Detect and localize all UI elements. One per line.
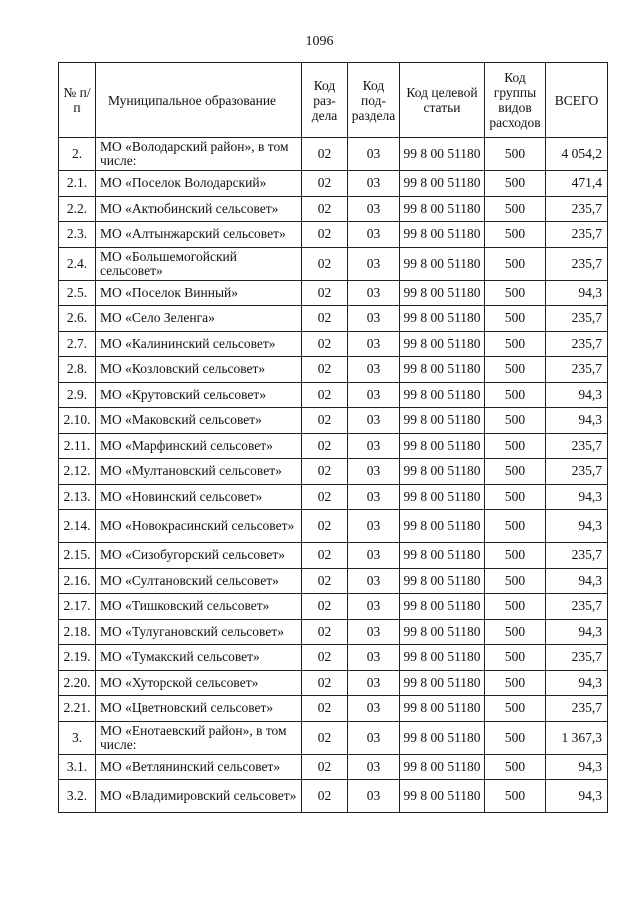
cell-num: 2.21. <box>59 696 96 722</box>
cell-num: 2.17. <box>59 594 96 620</box>
cell-target: 99 8 00 51180 <box>400 196 485 222</box>
header-subsection: Код под-раздела <box>348 63 400 138</box>
cell-group: 500 <box>485 484 546 510</box>
cell-target: 99 8 00 51180 <box>400 459 485 485</box>
cell-group: 500 <box>485 594 546 620</box>
table-row <box>59 543 608 569</box>
cell-total: 94,3 <box>546 484 608 510</box>
table-row <box>59 484 608 510</box>
cell-municipality: МО «Крутовский сельсовет» <box>96 382 302 408</box>
table-row <box>59 510 608 543</box>
cell-group: 500 <box>485 138 546 171</box>
cell-subsection: 03 <box>348 696 400 722</box>
cell-municipality: МО «Алтынжарский сельсовет» <box>96 222 302 248</box>
cell-num: 2.10. <box>59 408 96 434</box>
cell-municipality: МО «Володарский район», в том числе: <box>96 138 302 171</box>
cell-group: 500 <box>485 408 546 434</box>
cell-section: 02 <box>302 619 348 645</box>
cell-group: 500 <box>485 619 546 645</box>
table-row <box>59 331 608 357</box>
cell-num: 3. <box>59 721 96 754</box>
cell-num: 2.5. <box>59 280 96 306</box>
cell-total: 94,3 <box>546 670 608 696</box>
cell-section: 02 <box>302 510 348 543</box>
cell-section: 02 <box>302 138 348 171</box>
cell-subsection: 03 <box>348 222 400 248</box>
cell-group: 500 <box>485 780 546 813</box>
budget-table <box>58 62 608 813</box>
cell-target: 99 8 00 51180 <box>400 138 485 171</box>
cell-section: 02 <box>302 754 348 780</box>
cell-section: 02 <box>302 696 348 722</box>
cell-num: 2.14. <box>59 510 96 543</box>
cell-num: 2.12. <box>59 459 96 485</box>
cell-subsection: 03 <box>348 433 400 459</box>
cell-section: 02 <box>302 670 348 696</box>
cell-group: 500 <box>485 247 546 280</box>
cell-municipality: МО «Султановский сельсовет» <box>96 568 302 594</box>
cell-group: 500 <box>485 171 546 197</box>
cell-total: 235,7 <box>546 357 608 383</box>
cell-total: 235,7 <box>546 433 608 459</box>
page-number: 1096 <box>305 34 334 49</box>
cell-section: 02 <box>302 408 348 434</box>
cell-section: 02 <box>302 543 348 569</box>
cell-subsection: 03 <box>348 408 400 434</box>
cell-group: 500 <box>485 382 546 408</box>
cell-subsection: 03 <box>348 568 400 594</box>
cell-group: 500 <box>485 222 546 248</box>
cell-subsection: 03 <box>348 510 400 543</box>
table-row <box>59 670 608 696</box>
header-section: Код раз-дела <box>302 63 348 138</box>
cell-municipality: МО «Ветлянинский сельсовет» <box>96 754 302 780</box>
cell-target: 99 8 00 51180 <box>400 754 485 780</box>
cell-total: 235,7 <box>546 645 608 671</box>
table-row <box>59 754 608 780</box>
cell-group: 500 <box>485 645 546 671</box>
cell-target: 99 8 00 51180 <box>400 510 485 543</box>
cell-section: 02 <box>302 382 348 408</box>
cell-group: 500 <box>485 670 546 696</box>
cell-subsection: 03 <box>348 171 400 197</box>
cell-target: 99 8 00 51180 <box>400 594 485 620</box>
cell-subsection: 03 <box>348 619 400 645</box>
cell-subsection: 03 <box>348 331 400 357</box>
cell-num: 2.9. <box>59 382 96 408</box>
table-row <box>59 619 608 645</box>
cell-num: 2.20. <box>59 670 96 696</box>
cell-num: 2.6. <box>59 306 96 332</box>
cell-group: 500 <box>485 459 546 485</box>
cell-total: 235,7 <box>546 459 608 485</box>
cell-subsection: 03 <box>348 247 400 280</box>
cell-total: 94,3 <box>546 568 608 594</box>
cell-num: 2.4. <box>59 247 96 280</box>
cell-total: 94,3 <box>546 619 608 645</box>
table-row <box>59 222 608 248</box>
cell-municipality: МО «Большемогойский сельсовет» <box>96 247 302 280</box>
cell-target: 99 8 00 51180 <box>400 696 485 722</box>
cell-section: 02 <box>302 222 348 248</box>
cell-total: 235,7 <box>546 594 608 620</box>
cell-municipality: МО «Калининский сельсовет» <box>96 331 302 357</box>
cell-section: 02 <box>302 171 348 197</box>
cell-section: 02 <box>302 568 348 594</box>
cell-municipality: МО «Поселок Володарский» <box>96 171 302 197</box>
table-row <box>59 357 608 383</box>
cell-municipality: МО «Новокрасинский сельсовет» <box>96 510 302 543</box>
cell-section: 02 <box>302 306 348 332</box>
cell-total: 94,3 <box>546 510 608 543</box>
cell-municipality: МО «Владимировский сельсовет» <box>96 780 302 813</box>
cell-num: 2.16. <box>59 568 96 594</box>
cell-target: 99 8 00 51180 <box>400 619 485 645</box>
cell-num: 2.15. <box>59 543 96 569</box>
cell-total: 94,3 <box>546 780 608 813</box>
cell-municipality: МО «Козловский сельсовет» <box>96 357 302 383</box>
cell-municipality: МО «Тишковский сельсовет» <box>96 594 302 620</box>
table-row <box>59 721 608 754</box>
header-group: Код группы видов расходов <box>485 63 546 138</box>
cell-section: 02 <box>302 594 348 620</box>
cell-subsection: 03 <box>348 645 400 671</box>
cell-group: 500 <box>485 543 546 569</box>
cell-num: 3.1. <box>59 754 96 780</box>
cell-section: 02 <box>302 196 348 222</box>
table-row <box>59 594 608 620</box>
cell-num: 2.2. <box>59 196 96 222</box>
cell-municipality: МО «Мултановский сельсовет» <box>96 459 302 485</box>
table-row <box>59 696 608 722</box>
cell-group: 500 <box>485 196 546 222</box>
table-row <box>59 138 608 171</box>
cell-target: 99 8 00 51180 <box>400 331 485 357</box>
cell-subsection: 03 <box>348 357 400 383</box>
cell-section: 02 <box>302 645 348 671</box>
cell-total: 235,7 <box>546 247 608 280</box>
table-row <box>59 645 608 671</box>
cell-num: 2.11. <box>59 433 96 459</box>
cell-municipality: МО «Енотаевский район», в том числе: <box>96 721 302 754</box>
cell-municipality: МО «Марфинский сельсовет» <box>96 433 302 459</box>
cell-target: 99 8 00 51180 <box>400 382 485 408</box>
header-num: № п/п <box>59 63 96 138</box>
cell-total: 235,7 <box>546 306 608 332</box>
cell-total: 235,7 <box>546 696 608 722</box>
cell-total: 94,3 <box>546 280 608 306</box>
cell-municipality: МО «Поселок Винный» <box>96 280 302 306</box>
cell-section: 02 <box>302 484 348 510</box>
cell-subsection: 03 <box>348 459 400 485</box>
cell-total: 235,7 <box>546 196 608 222</box>
cell-subsection: 03 <box>348 543 400 569</box>
cell-group: 500 <box>485 696 546 722</box>
cell-target: 99 8 00 51180 <box>400 568 485 594</box>
cell-section: 02 <box>302 721 348 754</box>
header-total: ВСЕГО <box>546 63 608 138</box>
cell-municipality: МО «Актюбинский сельсовет» <box>96 196 302 222</box>
cell-subsection: 03 <box>348 484 400 510</box>
cell-total: 4 054,2 <box>546 138 608 171</box>
table-row <box>59 408 608 434</box>
cell-subsection: 03 <box>348 382 400 408</box>
cell-subsection: 03 <box>348 280 400 306</box>
cell-target: 99 8 00 51180 <box>400 280 485 306</box>
cell-total: 94,3 <box>546 754 608 780</box>
table-row <box>59 280 608 306</box>
cell-group: 500 <box>485 433 546 459</box>
cell-section: 02 <box>302 433 348 459</box>
cell-num: 3.2. <box>59 780 96 813</box>
table-row <box>59 780 608 813</box>
cell-num: 2.7. <box>59 331 96 357</box>
cell-num: 2.3. <box>59 222 96 248</box>
cell-target: 99 8 00 51180 <box>400 670 485 696</box>
table-row <box>59 171 608 197</box>
cell-municipality: МО «Тулугановский сельсовет» <box>96 619 302 645</box>
cell-subsection: 03 <box>348 594 400 620</box>
cell-target: 99 8 00 51180 <box>400 306 485 332</box>
cell-subsection: 03 <box>348 138 400 171</box>
cell-municipality: МО «Село Зеленга» <box>96 306 302 332</box>
cell-target: 99 8 00 51180 <box>400 721 485 754</box>
header-municipality: Муниципальное образование <box>96 63 302 138</box>
cell-num: 2.1. <box>59 171 96 197</box>
cell-group: 500 <box>485 280 546 306</box>
cell-num: 2.18. <box>59 619 96 645</box>
table-row <box>59 459 608 485</box>
cell-municipality: МО «Новинский сельсовет» <box>96 484 302 510</box>
cell-target: 99 8 00 51180 <box>400 645 485 671</box>
cell-num: 2. <box>59 138 96 171</box>
cell-municipality: МО «Цветновский сельсовет» <box>96 696 302 722</box>
table-row <box>59 433 608 459</box>
cell-target: 99 8 00 51180 <box>400 357 485 383</box>
cell-section: 02 <box>302 357 348 383</box>
cell-total: 94,3 <box>546 408 608 434</box>
cell-total: 235,7 <box>546 331 608 357</box>
cell-total: 235,7 <box>546 222 608 248</box>
cell-section: 02 <box>302 780 348 813</box>
header-target: Код целевой статьи <box>400 63 485 138</box>
cell-target: 99 8 00 51180 <box>400 780 485 813</box>
cell-subsection: 03 <box>348 754 400 780</box>
cell-group: 500 <box>485 331 546 357</box>
cell-total: 235,7 <box>546 543 608 569</box>
cell-subsection: 03 <box>348 306 400 332</box>
cell-section: 02 <box>302 331 348 357</box>
cell-target: 99 8 00 51180 <box>400 247 485 280</box>
cell-target: 99 8 00 51180 <box>400 408 485 434</box>
cell-target: 99 8 00 51180 <box>400 433 485 459</box>
cell-subsection: 03 <box>348 196 400 222</box>
table-row <box>59 568 608 594</box>
cell-municipality: МО «Хуторской сельсовет» <box>96 670 302 696</box>
cell-group: 500 <box>485 357 546 383</box>
cell-target: 99 8 00 51180 <box>400 171 485 197</box>
cell-target: 99 8 00 51180 <box>400 543 485 569</box>
cell-total: 94,3 <box>546 382 608 408</box>
cell-subsection: 03 <box>348 721 400 754</box>
table-row <box>59 196 608 222</box>
cell-num: 2.8. <box>59 357 96 383</box>
cell-group: 500 <box>485 754 546 780</box>
cell-total: 1 367,3 <box>546 721 608 754</box>
cell-section: 02 <box>302 247 348 280</box>
table-header-row <box>59 63 608 138</box>
cell-group: 500 <box>485 306 546 332</box>
cell-total: 471,4 <box>546 171 608 197</box>
cell-group: 500 <box>485 510 546 543</box>
cell-section: 02 <box>302 280 348 306</box>
table-row <box>59 247 608 280</box>
cell-section: 02 <box>302 459 348 485</box>
cell-municipality: МО «Маковский сельсовет» <box>96 408 302 434</box>
cell-num: 2.13. <box>59 484 96 510</box>
cell-num: 2.19. <box>59 645 96 671</box>
table-body <box>59 138 608 813</box>
cell-group: 500 <box>485 721 546 754</box>
cell-target: 99 8 00 51180 <box>400 484 485 510</box>
cell-group: 500 <box>485 568 546 594</box>
cell-target: 99 8 00 51180 <box>400 222 485 248</box>
cell-subsection: 03 <box>348 670 400 696</box>
cell-municipality: МО «Тумакский сельсовет» <box>96 645 302 671</box>
table-row <box>59 382 608 408</box>
cell-subsection: 03 <box>348 780 400 813</box>
cell-municipality: МО «Сизобугорский сельсовет» <box>96 543 302 569</box>
table-row <box>59 306 608 332</box>
